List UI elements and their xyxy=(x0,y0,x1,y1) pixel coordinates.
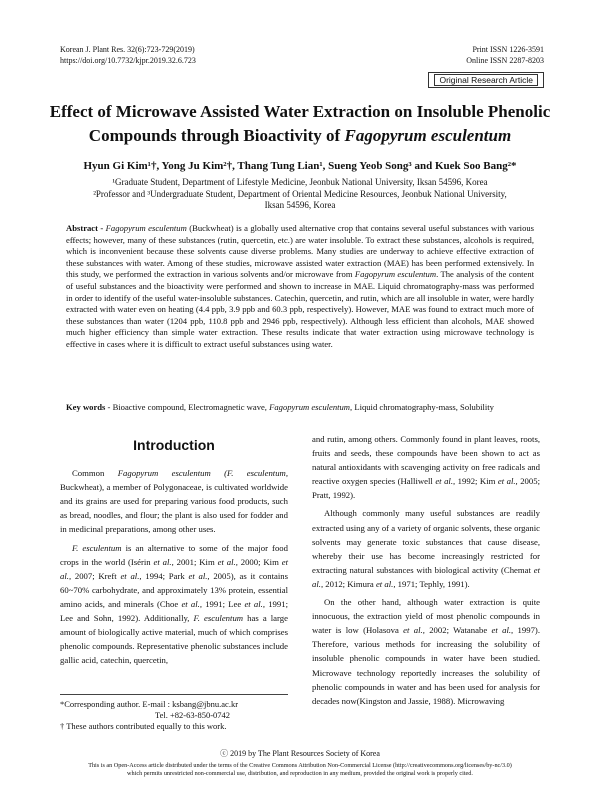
intro-paragraph-3 xyxy=(312,432,540,502)
r2-text: Although commonly many useful substances are readily extracted using any of a variety of organic solvents, these organic solvents may generate toxic substances that cause disease, whereby their use has become increasingly restricted for extracting natural substances with biological activity (Chemat xyxy=(312,508,540,575)
print-issn: Print ISSN 1226-3591 xyxy=(472,45,544,54)
p1-species: Fagopyrum esculentum (F. esculentum, xyxy=(117,468,289,479)
p2-etal: et al. xyxy=(153,556,172,567)
r2-text: , 2012; Kimura xyxy=(320,578,376,589)
p2-species: F. esculentum xyxy=(193,613,244,624)
footnotes xyxy=(60,699,288,732)
r3-text: On the other hand, although water extraction is quite innocuous, the extraction yield of most phenolic compounds in water is low (Holasova xyxy=(312,597,540,636)
p1-text-c: Buckwheat), a member of Polygonaceae, is cultivated worldwide and its grains are used for preparing various food products, such as bread, noodles, and flour; the plant is also used for fodder and in medicinal preparations, among other uses. xyxy=(60,482,288,535)
abstract xyxy=(66,223,534,351)
copyright: ⓒ 2019 by The Plant Resources Society of Korea xyxy=(220,749,380,758)
keywords-separator: - xyxy=(105,402,113,412)
p2-species: F. esculentum xyxy=(72,542,122,553)
intro-paragraph-2 xyxy=(60,541,288,668)
p2-etal: et al. xyxy=(188,570,208,581)
p2-text: has a large amount of biologically active material, much of which comprises phenolic compounds. Representative phenolic substances include gallic acid, catechin, quercetin, xyxy=(60,613,288,666)
right-column xyxy=(312,432,540,712)
r1-etal: et al. xyxy=(497,476,516,487)
affiliation-3: Iksan 54596, Korea xyxy=(264,200,336,210)
abstract-species-2: Fagopyrum esculentum xyxy=(354,269,437,280)
p2-etal: et al. xyxy=(244,598,263,609)
r2-etal: et al. xyxy=(375,578,394,589)
journal-header xyxy=(60,44,196,66)
title-species: Fagopyrum esculentum xyxy=(344,126,512,145)
section-heading-introduction: Introduction xyxy=(133,437,215,453)
corresponding-tel: Tel. +82-63-850-0742 xyxy=(155,710,231,720)
affiliations xyxy=(66,177,534,212)
intro-paragraph-4 xyxy=(312,506,540,591)
p2-text: , 2001; Kim xyxy=(171,556,218,567)
abstract-text-2: . The analysis of the content of useful substances and the bioactivity were performed and shown to increase in MAE. Liquid chromatography-mass was performed in order to identify of the useful water-insoluble substances. Catechin, quercetin, and rutin, which are all insoluble in water, were hardly extracted with water even on heating (4.4 ppb, 3.9 ppb and 60.3 ppb, respectively). However, MAE was found to extract much more of these substances than water (1204 ppb, 110.8 ppb and 2946 ppb, respectively). Although less efficient than alcohols, MAE showed much higher efficiency than simple water extraction. These results indicate that water extraction using microwave technology is effective in cases where it is difficult to extract useful substances using water. xyxy=(66,269,534,349)
equal-contribution-note: † These authors contributed equally to this work. xyxy=(60,721,227,731)
p2-etal: et al. xyxy=(181,598,200,609)
keywords-species: Fagopyrum esculentum xyxy=(269,402,351,412)
title-line-2-text: Compounds through Bioactivity of xyxy=(88,126,345,145)
r3-text: , 2002; Watanabe xyxy=(422,625,492,636)
p1-text-a: Common xyxy=(72,468,118,479)
title-line-1: Effect of Microwave Assisted Water Extraction on Insoluble Phenolic xyxy=(49,102,551,121)
author-list: Hyun Gi Kim¹†, Yong Ju Kim²†, Thang Tung Lian¹, Sueng Yeob Song³ and Kuek Soo Bang²* xyxy=(83,160,517,172)
p2-text: , 1991; Lee xyxy=(199,598,245,609)
affiliation-1: ¹Graduate Student, Department of Lifestyle Medicine, Jeonbuk National University, Iksan 54596, Korea xyxy=(112,177,488,187)
doi-link[interactable]: https://doi.org/10.7732/kjpr.2019.32.6.723 xyxy=(60,56,196,65)
license-line-1: This is an Open-Access article distributed under the terms of the Creative Commons Attribution Non-Commercial License (http://creativecommons.org/licenses/by-nc/3.0) xyxy=(88,762,512,769)
article-type-label: Original Research Article xyxy=(434,74,538,86)
r3-etal: et al. xyxy=(491,625,512,636)
p2-etal: et al. xyxy=(60,556,288,581)
p2-text: , 2000; Kim xyxy=(235,556,282,567)
corresponding-author: *Corresponding author. E-mail : ksbang@jbnu.ac.kr xyxy=(60,699,239,709)
r1-text: and rutin, among others. Commonly found in plant leaves, roots, fruits and seeds, these compounds have been shown to act as natural antioxidants with scavenging activity on free radicals and reactive oxygen species (Halliwell xyxy=(312,434,540,487)
intro-paragraph-5 xyxy=(312,595,540,708)
paper-title xyxy=(40,100,560,148)
abstract-text-1: (Buckwheat) is a globally used alternative crop that contains several useful substances with various effects; however, many of these substances (rutin, quercetin, etc.) are water insoluble. To extract these substances, alcohols is required, which is inconvenient because these solvents cause diverse problems. Many studies are underway to achieve effective extraction of these substances with water. Among of these studies, microwave assisted water extraction (MAE) has been performed extensively. In this study, we performed the extraction in various solvents and/or microwave from xyxy=(66,223,535,280)
footnote-divider xyxy=(60,694,288,695)
article-type-badge xyxy=(428,72,544,88)
p2-text: , 2007; Kreft xyxy=(68,570,121,581)
title-line-2 xyxy=(40,124,560,148)
keywords-label: Key words xyxy=(66,402,106,412)
p2-text: , 2005), as it contains 60~70% carbohydrate, and approximately 13% protein, essential amino acids, and minerals (Choe xyxy=(60,570,288,609)
intro-paragraph-1 xyxy=(60,466,288,536)
left-column xyxy=(60,432,288,671)
r1-etal: et al. xyxy=(435,476,453,487)
journal-citation: Korean J. Plant Res. 32(6):723-729(2019) xyxy=(60,45,195,54)
r2-text: , 1971; Tephly, 1991). xyxy=(393,578,470,589)
r2-etal: et al. xyxy=(312,564,540,589)
p2-text: , 1994; Park xyxy=(139,570,189,581)
license-notice xyxy=(40,762,560,778)
issn-block xyxy=(466,44,544,66)
keywords-part-1: Bioactive compound, Electromagnetic wave, xyxy=(112,402,270,412)
keywords-part-3: , Liquid chromatography-mass, Solubility xyxy=(350,402,494,412)
r3-text: , 1997). Therefore, various methods for increasing the solubility of insoluble phenolic compounds in water have been studied. Microwave technology reportedly increases the solubility of phenolic compounds in water and has been used for analysis for decades now(Kingston and Jassie, 1988). Microwaving xyxy=(312,625,540,706)
p2-etal: et al. xyxy=(120,570,140,581)
r1-text: , 1992; Kim xyxy=(453,476,498,487)
license-line-2: which permits unrestricted non-commercial use, distribution, and reproduction in any medium, provided the original work is properly cited. xyxy=(127,770,473,777)
online-issn: Online ISSN 2287-8203 xyxy=(466,56,544,65)
r3-etal: et al. xyxy=(403,625,423,636)
abstract-label: Abstract - xyxy=(66,223,106,233)
affiliation-2: ²Professor and ³Undergraduate Student, Department of Oriental Medicine Resources, Jeonbuk National University, xyxy=(93,188,507,199)
abstract-species: Fagopyrum esculentum xyxy=(105,223,187,233)
p2-text: , 1991; Lee and Sohn, 1992). Additionally, xyxy=(60,598,289,624)
p2-etal: et al. xyxy=(217,556,236,567)
r1-text: , 2005; Pratt, 1992). xyxy=(312,476,540,501)
keywords xyxy=(66,402,534,413)
p2-text: is an alternative to some of the major food crops in the world (Isérin xyxy=(60,542,288,567)
